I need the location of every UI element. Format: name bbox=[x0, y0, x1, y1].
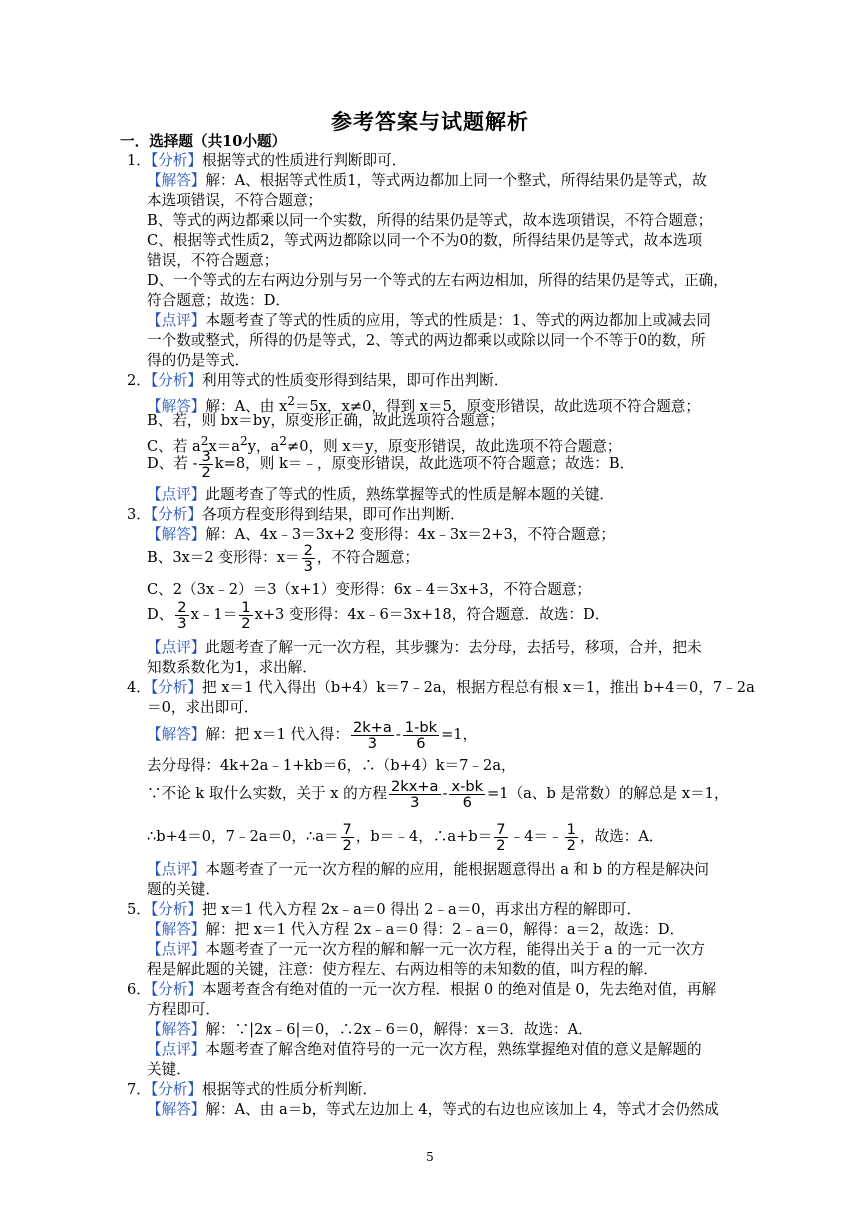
q4-comment-line: 题的关键． bbox=[147, 881, 220, 898]
q4-answer-line: ∴b+4＝0，7﹣2a＝0，∴a＝ $\frac{7}{2}$ ，b＝﹣4，∴a+b＝ $\frac{7}{2}$ ﹣4＝﹣ $\frac{1}{2}$ ，故选：A． bbox=[147, 820, 664, 854]
q5-comment-line: 【点评】本题考查了一元一次方程的解和解一元一次方程，能得出关于 a 的一元一次方 bbox=[147, 941, 705, 958]
q5-answer-line: 【解答】解：把 x＝1 代入方程 2x﹣a＝0 得：2﹣a＝0，解得：a＝2，故选：D． bbox=[147, 921, 685, 938]
q3-comment-line: 【点评】此题考查了解一元一次方程，其步骤为：去分母，去括号，移项，合并，把未 bbox=[147, 639, 702, 656]
q4-answer-line: 【解答】解：把 x＝1 代入得： $\frac{2k+a}{3}$ - $\frac{1-bk}{6}$ =1， bbox=[147, 718, 478, 752]
q3-analysis-line: 3．【分析】各项方程变形得到结果，即可作出判断． bbox=[127, 506, 465, 523]
q4-answer-line: 去分母得：4k+2a﹣1+kb＝6，∴（b+4）k＝7﹣2a， bbox=[147, 757, 516, 774]
q4-answer-line: ∵不论 k 取什么实数，关于 x 的方程 $\frac{2kx+a}{3}$ - $\frac{x-bk}{6}$ =1（a、b 是常数）的解总是 x＝1， bbox=[147, 777, 729, 811]
q1-comment-line: 一个数或整式，所得的仍是等式，2、等式的两边都乘以或除以同一个不等于0的数，所 bbox=[147, 332, 706, 349]
q3-answer-line: 【解答】解：A、4x﹣3＝3x+2 变形得：4x﹣3x＝2+3，不符合题意； bbox=[147, 526, 615, 543]
page-number: 5 bbox=[426, 1150, 434, 1164]
q1-answer-line: 符合题意；故选：D． bbox=[147, 292, 291, 309]
fraction: $\frac{1}{2}$ bbox=[241, 598, 251, 632]
fraction: $\frac{3}{2}$ bbox=[201, 447, 211, 481]
q3-answer-line: D、 $\frac{2}{3}$ x﹣1＝ $\frac{1}{2}$ x+3 变形得：4x﹣6＝3x+18，符合题意．故选：D． bbox=[147, 598, 610, 632]
q6-answer-line: 【解答】解：∵|2x﹣6|＝0，∴2x﹣6＝0，解得：x＝3．故选：A． bbox=[147, 1021, 593, 1038]
q4-analysis-line: ＝0，求出即可． bbox=[147, 699, 259, 716]
fraction: $\frac{7}{2}$ bbox=[496, 820, 506, 854]
q3-answer-line: B、3x＝2 变形得：x＝ $\frac{2}{3}$ ，不符合题意； bbox=[147, 541, 420, 575]
q6-comment-line: 关键． bbox=[147, 1061, 191, 1078]
q5-analysis-line: 5．【分析】把 x＝1 代入方程 2x﹣a＝0 得出 2﹣a＝0，再求出方程的解即可． bbox=[127, 901, 642, 918]
q1-answer-line: D、一个等式的左右两边分别与另一个等式的左右两边相加，所得的结果仍是等式，正确， bbox=[147, 272, 728, 289]
fraction: $\frac{7}{2}$ bbox=[342, 820, 352, 854]
q1-answer-line: C、根据等式性质2，等式两边都除以同一个不为0的数，所得结果仍是等式，故本选项 bbox=[147, 232, 703, 249]
q2-analysis-line: 2．【分析】利用等式的性质变形得到结果，即可作出判断． bbox=[127, 372, 509, 389]
fraction: $\frac{1}{2}$ bbox=[566, 820, 576, 854]
fraction: $\frac{1-bk}{6}$ bbox=[404, 718, 438, 752]
fraction: $\frac{2kx+a}{3}$ bbox=[390, 777, 439, 811]
q7-analysis-line: 7．【分析】根据等式的性质分析判断． bbox=[127, 1081, 378, 1098]
q3-answer-line: C、2（3x﹣2）＝3（x+1）变形得：6x﹣4＝3x+3，不符合题意； bbox=[147, 581, 591, 598]
q2-comment-line: 【点评】此题考查了等式的性质，熟练掌握等式的性质是解本题的关键． bbox=[147, 486, 615, 503]
q6-analysis-line: 方程即可． bbox=[147, 1001, 220, 1018]
q2-answer-line: C、若 $a^2x=a^2y$，$a^2\ne 0$，则 x＝y，原变形错误，故此选项不符合题意； bbox=[147, 434, 622, 455]
q2-answer-line: 【解答】解：A、由 $x^2=5x$，x≠0，得到 x＝5，原变形错误，故此选项不符合题意； bbox=[147, 394, 700, 415]
fraction: $\frac{x-bk}{6}$ bbox=[451, 777, 484, 811]
q1-answer-line: 本选项错误，不符合题意； bbox=[147, 192, 323, 209]
q1-answer-line: 错误，不符合题意； bbox=[147, 252, 279, 269]
fraction: $\frac{2k+a}{3}$ bbox=[352, 718, 392, 752]
fraction: $\frac{2}{3}$ bbox=[177, 598, 187, 632]
q1-comment-line: 【点评】本题考查了等式的性质的应用，等式的性质是：1、等式的两边都加上或减去同 bbox=[147, 312, 711, 329]
q2-answer-line: D、若 - $\frac{3}{2}$ k=8，则 k＝﹣，原变形错误，故此选项不符合题意；故选：B． bbox=[147, 447, 635, 481]
q1-comment-line: 得的仍是等式． bbox=[147, 352, 250, 369]
q6-analysis-line: 6．【分析】本题考查含有绝对值的一元一次方程．根据 0 的绝对值是 0，先去绝对值，再解 bbox=[127, 981, 717, 998]
q4-analysis-line: 4．【分析】把 x＝1 代入得出（b+4）k＝7﹣2a，根据方程总有根 x＝1，推出 b+4＝0，7﹣2a bbox=[127, 679, 755, 696]
q1-answer-line: 【解答】解：A、根据等式性质1，等式两边都加上同一个整式，所得结果仍是等式，故 bbox=[147, 172, 707, 189]
q6-comment-line: 【点评】本题考查了解含绝对值符号的一元一次方程，熟练掌握绝对值的意义是解题的 bbox=[147, 1041, 702, 1058]
q1-analysis-line: 1．【分析】根据等式的性质进行判断即可． bbox=[127, 152, 407, 169]
q5-comment-line: 程是解此题的关键，注意：使方程左、右两边相等的未知数的值，叫方程的解． bbox=[147, 961, 658, 978]
q1-answer-line: B、等式的两边都乘以同一个实数，所得的结果仍是等式，故本选项错误，不符合题意； bbox=[147, 212, 713, 229]
section-heading: 一．选择题（共10小题） bbox=[120, 133, 287, 150]
q2-answer-line: B、若，则 bx＝by，原变形正确，故此选项符合题意； bbox=[147, 412, 504, 429]
q7-answer-line: 【解答】解：A、由 a＝b，等式左边加上 4，等式的右边也应该加上 4，等式才会仍然成 bbox=[147, 1101, 719, 1118]
fraction: $\frac{2}{3}$ bbox=[303, 541, 313, 575]
q3-comment-line: 知数系数化为1，求出解． bbox=[147, 659, 317, 676]
page-title: 参考答案与试题解析 bbox=[331, 109, 529, 134]
q4-comment-line: 【点评】本题考查了一元一次方程的解的应用，能根据题意得出 a 和 b 的方程是解决问 bbox=[147, 861, 709, 878]
